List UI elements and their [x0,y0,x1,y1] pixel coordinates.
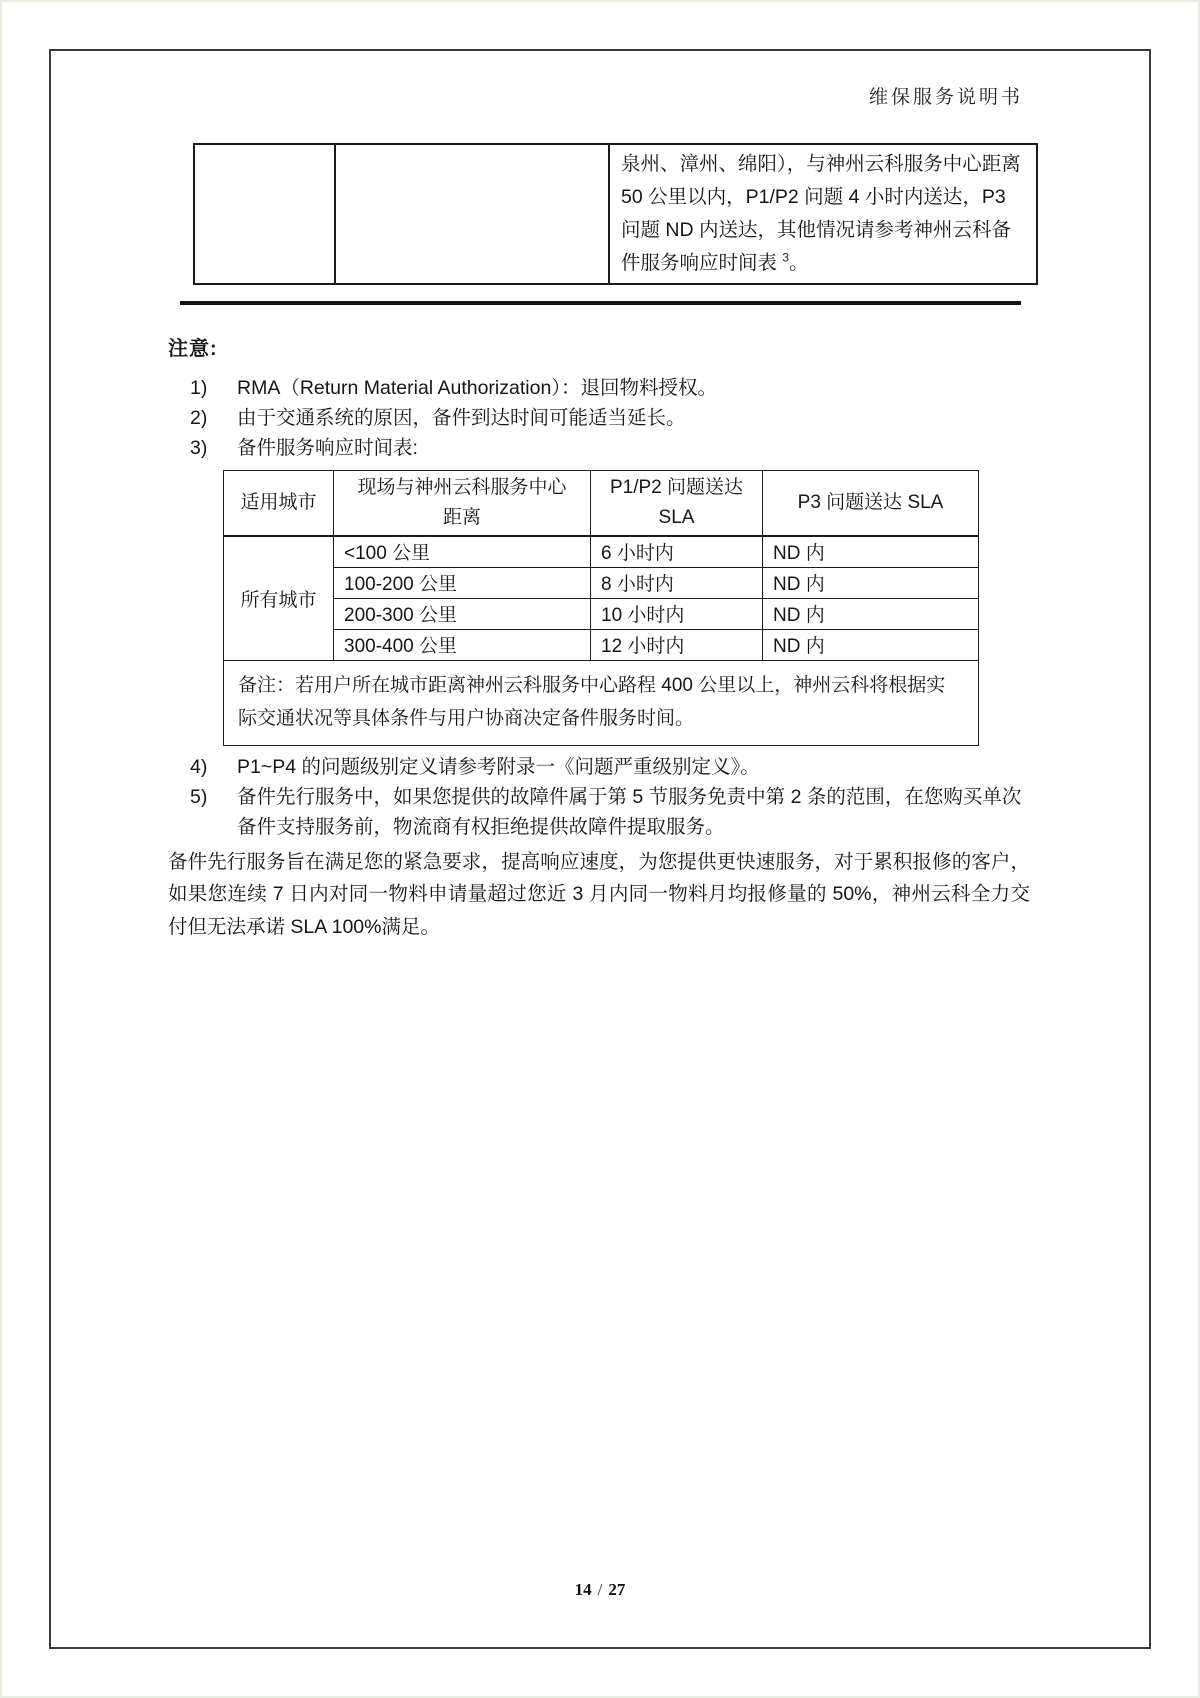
note-item-text: P1~P4 的问题级别定义请参考附录一《问题严重级别定义》。 [237,755,760,778]
sla-row-1 [224,536,979,567]
sla-p3-cell: ND 内 [763,567,979,598]
sla-header-p3 [763,471,979,537]
sla-response-time-table [223,470,979,746]
note-item-number: 3) [190,437,208,459]
sla-p12-cell: 6 小时内 [591,536,763,567]
sla-p3-cell: ND 内 [763,536,979,567]
sla-header-city-label: 适用城市 [240,491,317,513]
note-item-1 [168,373,1030,403]
note-item-number: 2) [190,407,208,429]
note-item-number: 1) [190,377,208,399]
sla-distance-cell: <100 公里 [334,536,591,567]
page-header-title: 维保服务说明书 [868,87,1023,108]
sla-distance-cell: 200-300 公里 [334,598,591,629]
sla-header-row [224,471,979,537]
note-item-text: 备件先行服务中，如果您提供的故障件属于第 5 节服务免责中第 2 条的范围，在您购买单次备件支持服务前，物流商有权拒绝提供故障件提取服务。 [237,785,1022,838]
continued-table-empty-cell-2 [335,144,609,284]
note-item-text: RMA（Return Material Authorization）：退回物料授权。 [237,377,718,399]
note-item-number: 5) [190,785,208,808]
sla-header-distance-label: 现场与神州云科服务中心距离 [357,477,567,528]
sla-header-city [224,471,334,537]
continued-table-empty-cell-1 [194,144,335,284]
note-item-number: 4) [190,755,208,778]
sla-distance-cell: 100-200 公里 [334,567,591,598]
notes-heading: 注意: [168,338,218,360]
sla-p12-cell: 12 小时内 [591,629,763,660]
continued-cell-text-end: 。 [789,252,809,274]
note-item-text: 备件服务响应时间表: [237,437,418,459]
sla-remark-row [224,660,979,745]
sla-p3-cell: ND 内 [763,598,979,629]
sla-remark-cell: 备注：若用户所在城市距离神州云科服务中心路程 400 公里以上，神州云科将根据实际交通状况等具体条件与用户协商决定备件服务时间。 [224,660,979,745]
page-number-total: 27 [608,1580,626,1599]
continued-table-row [194,144,1037,284]
sla-header-p12 [591,471,763,537]
section-divider-rule [180,301,1021,305]
sla-row-4 [224,629,979,660]
sla-header-p12-label: P1/P2 问题送达 SLA [609,477,744,528]
continued-cell-text: 泉州、漳州、绵阳），与神州云科服务中心距离 50 公里以内，P1/P2 问题 4 小时内送达，P3 问题 ND 内送达，其他情况请参考神州云科备件服务响应时间表 [621,153,1021,274]
page-number [0,1580,1200,1600]
sla-p12-cell: 8 小时内 [591,567,763,598]
sla-distance-cell: 300-400 公里 [334,629,591,660]
sla-header-p3-label: P3 问题送达 SLA [797,491,944,513]
sla-p12-cell: 10 小时内 [591,598,763,629]
page-number-current: 14 [574,1580,592,1599]
sla-row-3 [224,598,979,629]
note-item-2 [168,403,1030,433]
note-item-4 [168,752,1030,782]
page-number-separator: / [597,1580,603,1599]
note-item-text: 由于交通系统的原因，备件到达时间可能适当延长。 [237,407,686,429]
sla-row-2 [224,567,979,598]
footnote-ref-3: 3 [782,250,790,265]
continued-table-fragment [193,143,1038,285]
closing-paragraph: 备件先行服务旨在满足您的紧急要求，提高响应速度，为您提供更快速服务，对于累积报修的客户，如果您连续 7 日内对同一物料申请量超过您近 3 月内同一物料月均报修量的 50%，神州云科全力交付但无法承诺 SLA 100%满足。 [168,850,1030,938]
sla-header-distance [334,471,591,537]
sla-p3-cell: ND 内 [763,629,979,660]
content-area [168,326,1030,943]
continued-table-text-cell [609,144,1037,284]
note-item-5 [168,782,1030,842]
sla-city-group-cell: 所有城市 [224,536,334,660]
note-item-3 [168,433,1030,463]
